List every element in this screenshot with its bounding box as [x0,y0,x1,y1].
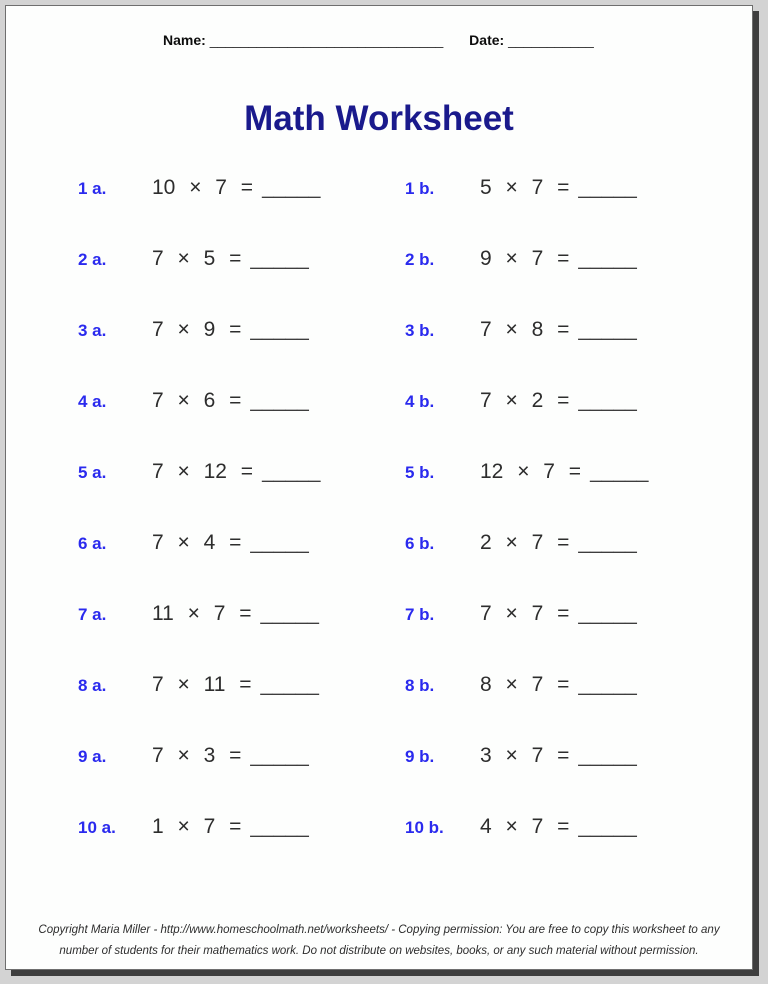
answer-blank: _____ [250,743,309,767]
problem-row [6,223,752,294]
problem-7b [379,602,752,626]
problem-expression: 7 × 5 = [152,246,242,270]
problem-number: 10 b. [405,817,444,837]
answer-blank: _____ [578,530,637,554]
problem-5b [379,460,752,484]
problem-4a [6,389,379,413]
worksheet-header [163,32,732,48]
problem-1a [6,176,379,200]
problem-row [6,720,752,791]
problem-number: 3 b. [405,320,435,340]
problem-expression: 2 × 7 = [480,530,570,554]
problem-expression: 7 × 4 = [152,530,242,554]
problem-6a [6,531,379,555]
problem-number: 9 a. [78,746,107,766]
problem-number: 6 b. [405,533,435,553]
name-label: Name: [163,32,206,48]
problem-expression: 7 × 11 = [152,672,252,696]
problem-expression: 7 × 3 = [152,743,242,767]
page-title: Math Worksheet [244,99,514,138]
answer-blank: _____ [578,246,637,270]
problem-expression: 11 × 7 = [152,601,252,625]
problem-row [6,578,752,649]
problem-8a [6,673,379,697]
worksheet-page [5,5,753,970]
problem-7a [6,602,379,626]
problem-number: 4 b. [405,391,435,411]
answer-blank: _____ [578,814,637,838]
problem-expression: 8 × 7 = [480,672,570,696]
problem-number: 7 b. [405,604,435,624]
problem-expression: 7 × 6 = [152,388,242,412]
problem-number: 1 b. [405,178,435,198]
problem-10a [6,815,379,839]
problem-number: 5 b. [405,462,435,482]
answer-blank: _____ [262,175,321,199]
problem-4b [379,389,752,413]
problem-number: 8 a. [78,675,107,695]
problem-number: 10 a. [78,817,116,837]
problem-expression: 1 × 7 = [152,814,242,838]
problem-row [6,365,752,436]
problem-expression: 12 × 7 = [480,459,582,483]
answer-blank: _____ [250,246,309,270]
answer-blank: _____ [260,601,319,625]
problem-number: 4 a. [78,391,107,411]
problem-expression: 3 × 7 = [480,743,570,767]
answer-blank: _____ [578,175,637,199]
problem-expression: 7 × 2 = [480,388,570,412]
copyright-line-1: Copyright Maria Miller - http://www.homeschoolmath.net/worksheets/ - Copying permission: You are free to copy this worksheet to any [38,924,720,936]
problem-6b [379,531,752,555]
problem-number: 8 b. [405,675,435,695]
problem-row [6,294,752,365]
problem-10b [379,815,752,839]
problem-9b [379,744,752,768]
copyright-footer [6,920,752,962]
answer-blank: _____ [250,530,309,554]
problem-expression: 7 × 7 = [480,601,570,625]
problem-number: 2 b. [405,249,435,269]
problem-expression: 7 × 9 = [152,317,242,341]
problem-2b [379,247,752,271]
problem-row [6,649,752,720]
problem-expression: 9 × 7 = [480,246,570,270]
problem-expression: 4 × 7 = [480,814,570,838]
answer-blank: _____ [578,317,637,341]
answer-blank: _____ [590,459,649,483]
answer-blank: _____ [578,743,637,767]
copyright-line-2: number of students for their mathematics work. Do not distribute on websites, books, or any such material without permission. [59,945,699,957]
problem-expression: 5 × 7 = [480,175,570,199]
problem-9a [6,744,379,768]
answer-blank: _____ [250,388,309,412]
date-blank-line: ___________ [508,32,594,48]
problems-grid [6,152,752,862]
problem-2a [6,247,379,271]
problem-expression: 10 × 7 = [152,175,254,199]
date-label: Date: [469,32,505,48]
problem-number: 5 a. [78,462,107,482]
problem-row [6,436,752,507]
problem-number: 1 a. [78,178,107,198]
problem-number: 2 a. [78,249,107,269]
answer-blank: _____ [260,672,319,696]
problem-number: 6 a. [78,533,107,553]
problem-expression: 7 × 12 = [152,459,254,483]
problem-row [6,507,752,578]
problem-1b [379,176,752,200]
problem-number: 7 a. [78,604,107,624]
problem-number: 3 a. [78,320,107,340]
answer-blank: _____ [262,459,321,483]
problem-8b [379,673,752,697]
problem-number: 9 b. [405,746,435,766]
answer-blank: _____ [578,601,637,625]
answer-blank: _____ [250,814,309,838]
problem-5a [6,460,379,484]
name-blank-line: ______________________________ [209,32,444,48]
problem-expression: 7 × 8 = [480,317,570,341]
answer-blank: _____ [578,672,637,696]
problem-3b [379,318,752,342]
problem-3a [6,318,379,342]
problem-row [6,791,752,862]
problem-row [6,152,752,223]
answer-blank: _____ [250,317,309,341]
answer-blank: _____ [578,388,637,412]
